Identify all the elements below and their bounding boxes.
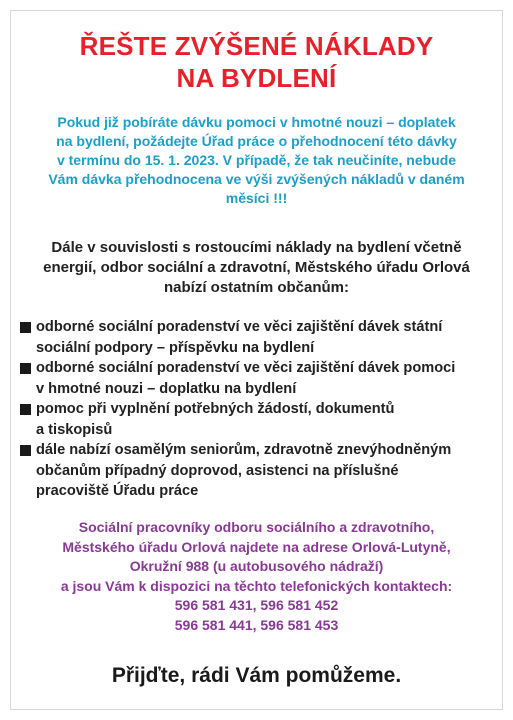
phone-numbers: 596 581 431, 596 581 452 (174, 597, 339, 613)
list-item-line: pomoc při vyplnění potřebných žádostí, dokumentů (36, 401, 395, 417)
lead-line: nabízí ostatním občanům: (163, 279, 349, 296)
poster-title (0, 30, 513, 94)
list-item (20, 399, 497, 440)
intro-line: Pokud již pobíráte dávku pomoci v hmotné nouzi – doplatek (57, 114, 456, 130)
intro-notice (22, 113, 491, 208)
square-bullet-icon (20, 445, 31, 456)
list-item-line: v hmotné nouzi – doplatku na bydlení (36, 380, 297, 397)
list-item (20, 358, 497, 399)
contact-line: Sociální pracovníky odboru sociálního a zdravotního, (78, 519, 435, 535)
list-item-line: občanům případný doprovod, asistenci na příslušné (36, 462, 399, 479)
contact-address: Okružní 988 (u autobusového nádraží) (129, 558, 384, 574)
intro-line: na bydlení, požádejte Úřad práce o přehodnocení této dávky (56, 133, 457, 149)
list-item (20, 317, 497, 358)
intro-line: v termínu do 15. 1. 2023. V případě, že tak neučiníte, nebude (56, 152, 457, 168)
list-item-line: dále nabízí osamělým seniorům, zdravotně znevýhodněným (36, 442, 452, 458)
title-line-2: NA BYDLENÍ (176, 63, 337, 93)
title-line-1: ŘEŠTE ZVÝŠENÉ NÁKLADY (79, 31, 434, 61)
square-bullet-icon (20, 363, 31, 374)
closing-message: Přijďte, rádi Vám pomůžeme. (111, 664, 402, 687)
lead-line: Dále v souvislosti s rostoucími náklady na bydlení včetně (51, 239, 462, 256)
contact-line: Městského úřadu Orlová najdete na adrese Orlová-Lutyně, (62, 538, 451, 555)
list-item-line: sociální podpory – příspěvku na bydlení (36, 339, 315, 356)
contact-line: a jsou Vám k dispozici na těchto telefonických kontaktech: (60, 577, 453, 594)
square-bullet-icon (20, 404, 31, 415)
list-item-line: a tiskopisů (36, 421, 113, 438)
list-item (20, 440, 497, 502)
square-bullet-icon (20, 322, 31, 333)
list-item-line: odborné sociální poradenství ve věci zajištění dávek státní (36, 319, 443, 335)
lead-line: energií, odbor sociální a zdravotní, Městského úřadu Orlová (43, 259, 470, 276)
list-item-line: pracoviště Úřadu práce (36, 483, 199, 499)
intro-line: měsíci !!! (225, 190, 288, 206)
lead-paragraph (22, 238, 491, 298)
services-list (20, 317, 497, 502)
intro-line: Vám dávka přehodnocena ve výši zvýšených nákladů v daném (48, 171, 465, 187)
phone-numbers: 596 581 441, 596 581 453 (174, 616, 339, 633)
contact-info (22, 518, 491, 635)
list-item-line: odborné sociální poradenství ve věci zajištění dávek pomoci (36, 360, 456, 376)
